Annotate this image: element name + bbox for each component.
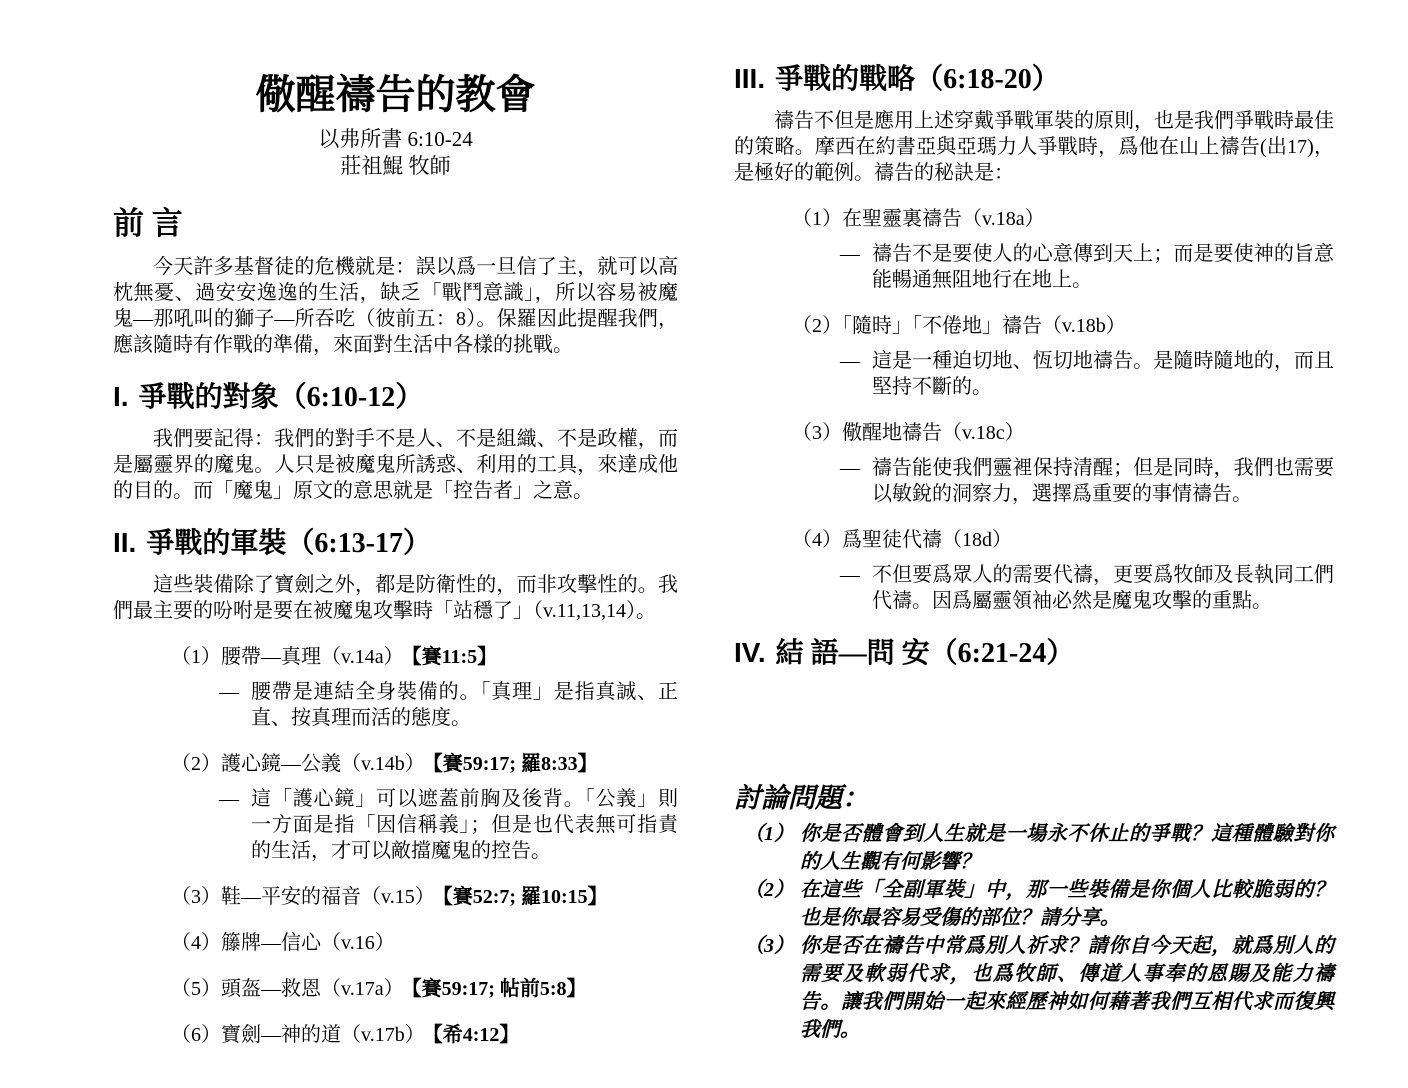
section4-numeral: IV. [734, 637, 766, 668]
armor-item-2 [113, 751, 678, 864]
armor-item-title [113, 976, 678, 1002]
question-text: 你是否體會到人生就是一場永不休止的爭戰？這種體驗對你的人生觀有何影響？ [800, 823, 1334, 873]
note-dash: — [219, 681, 239, 703]
prayer-item-note [734, 348, 1334, 400]
preface-paragraph: 今天許多基督徒的危機就是：誤以爲一旦信了主，就可以高枕無憂、過安安逸逸的生活，缺乏「戰鬥意識」，所以容易被魔鬼—那吼叫的獅子—所吞吃（彼前五：8）。保羅因此提醒我們，應該隨時有作戰的準備，來面對生活中各樣的挑戰。 [113, 256, 678, 356]
armor-item-title [113, 1022, 678, 1048]
prayer-item-title [734, 206, 1334, 232]
armor-item-5 [113, 976, 678, 1002]
prayer-item-note [734, 455, 1334, 507]
armor-item-title [113, 644, 678, 670]
prayer-item-label: （3）儆醒地禱告（v.18c） [792, 422, 1025, 444]
prayer-item-title [734, 527, 1334, 553]
note-text: 禱告能使我們靈裡保持清醒；但是同時，我們也需要以敏銳的洞察力，選擇爲重要的事情禱告。 [872, 457, 1334, 505]
left-column [113, 72, 678, 1048]
discussion-question-3 [734, 932, 1334, 1044]
discussion-block [734, 782, 1334, 1044]
section4-heading-text: 結 語—問 安（6:21-24） [775, 638, 1075, 669]
prayer-item-label: （4）爲聖徒代禱（18d） [792, 529, 1012, 551]
section3-heading [734, 62, 1334, 96]
verse-reference: 【賽11:5】 [411, 646, 498, 668]
title-block [113, 72, 678, 180]
armor-item-title [113, 930, 678, 956]
armor-item-title [113, 751, 678, 777]
armor-item-6 [113, 1022, 678, 1048]
scripture-reference: 以弗所書 6:10-24 [318, 127, 473, 151]
note-dash: — [219, 788, 239, 810]
section1-numeral: I. [113, 381, 129, 412]
verse-reference: 【賽52:7; 羅10:15】 [442, 886, 608, 908]
note-dash: — [840, 243, 860, 265]
right-column [734, 62, 1334, 1044]
armor-item-3 [113, 884, 678, 910]
section3-heading-text: 爭戰的戰略（6:18-20） [775, 64, 1060, 95]
verse-reference: 【賽59:17; 羅8:33】 [432, 753, 598, 775]
discussion-question-1 [734, 820, 1334, 876]
prayer-item-3 [734, 420, 1334, 507]
question-number: （3） [744, 935, 794, 957]
prayer-item-note [734, 241, 1334, 293]
note-dash: — [840, 457, 860, 479]
question-number: （1） [744, 823, 794, 845]
prayer-item-label: （2）「隨時」「不倦地」禱告（v.18b） [792, 315, 1126, 337]
section1-heading-text: 爭戰的對象（6:10-12） [138, 382, 424, 413]
page-title: 儆醒禱告的教會 [255, 72, 536, 117]
prayer-item-note [734, 562, 1334, 614]
note-text: 這「護心鏡」可以遮蓋前胸及後背。「公義」則一方面是指「因信稱義」；但是也代表無可指責的生活，才可以敵擋魔鬼的控告。 [251, 788, 678, 862]
note-text: 不但要爲眾人的需要代禱，更要爲牧師及長執同工們代禱。因爲屬靈領袖必然是魔鬼攻擊的重點。 [872, 564, 1334, 612]
note-dash: — [840, 350, 860, 372]
armor-item-title [113, 884, 678, 910]
section2-heading [113, 526, 678, 560]
prayer-item-title [734, 313, 1334, 339]
armor-item-label: （6）寶劍—神的道（v.17b） [171, 1024, 425, 1046]
section4-heading [734, 636, 1334, 670]
author-line: 莊祖鯤 牧師 [340, 154, 451, 178]
armor-item-label: （3）鞋—平安的福音（v.15） [171, 886, 435, 908]
section1-heading [113, 380, 678, 414]
section3-numeral: III. [734, 63, 766, 94]
armor-item-label: （1）腰帶—真理（v.14a） [171, 646, 404, 668]
note-text: 腰帶是連結全身裝備的。「真理」是指真誠、正直、按真理而活的態度。 [251, 681, 678, 729]
note-text: 這是一種迫切地、恆切地禱告。是隨時隨地的，而且堅持不斷的。 [872, 350, 1334, 398]
verse-reference: 【希4:12】 [432, 1024, 520, 1046]
section2-numeral: II. [113, 527, 137, 558]
verse-reference: 【賽59:17; 帖前5:8】 [411, 978, 587, 1000]
note-text: 禱告不是要使人的心意傳到天上；而是要使神的旨意能暢通無阻地行在地上。 [872, 243, 1334, 291]
armor-item-label: （2）護心鏡—公義（v.14b） [171, 753, 425, 775]
preface-heading: 前 言 [113, 206, 183, 241]
prayer-item-1 [734, 206, 1334, 293]
section1-paragraph: 我們要記得：我們的對手不是人、不是組織、不是政權，而是屬靈界的魔鬼。人只是被魔鬼所誘惑、利用的工具，來達成他的目的。而「魔鬼」原文的意思就是「控告者」之意。 [113, 428, 678, 502]
prayer-item-4 [734, 527, 1334, 614]
armor-item-label: （4）籐牌—信心（v.16） [171, 932, 395, 954]
armor-item-note [113, 786, 678, 864]
prayer-item-label: （1）在聖靈裏禱告（v.18a） [792, 208, 1045, 230]
question-text: 你是否在禱告中常爲別人祈求？請你自今天起，就爲別人的需要及軟弱代求，也爲牧師、傳道人事奉的恩賜及能力禱告。讓我們開始一起來經歷神如何藉著我們互相代求而復興我們。 [800, 935, 1334, 1041]
question-number: （2） [744, 879, 794, 901]
armor-item-4 [113, 930, 678, 956]
armor-item-label: （5）頭盔—救恩（v.17a） [171, 978, 404, 1000]
question-text: 在這些「全副軍裝」中，那一些裝備是你個人比較脆弱的？也是你最容易受傷的部位？請分享。 [800, 879, 1334, 929]
armor-item-note [113, 679, 678, 731]
note-dash: — [840, 564, 860, 586]
prayer-item-title [734, 420, 1334, 446]
section2-heading-text: 爭戰的軍裝（6:13-17） [146, 528, 431, 559]
discussion-question-2 [734, 876, 1334, 932]
discussion-heading: 討論問題： [734, 783, 869, 813]
section3-paragraph: 禱告不但是應用上述穿戴爭戰軍裝的原則，也是我們爭戰時最佳的策略。摩西在約書亞與亞瑪力人爭戰時，爲他在山上禱告(出17)，是極好的範例。禱告的秘訣是： [734, 110, 1334, 184]
armor-item-1 [113, 644, 678, 731]
prayer-item-2 [734, 313, 1334, 400]
section2-paragraph: 這些裝備除了寶劍之外，都是防衛性的，而非攻擊性的。我們最主要的吩咐是要在被魔鬼攻擊時「站穩了」（v.11,13,14）。 [113, 574, 678, 622]
